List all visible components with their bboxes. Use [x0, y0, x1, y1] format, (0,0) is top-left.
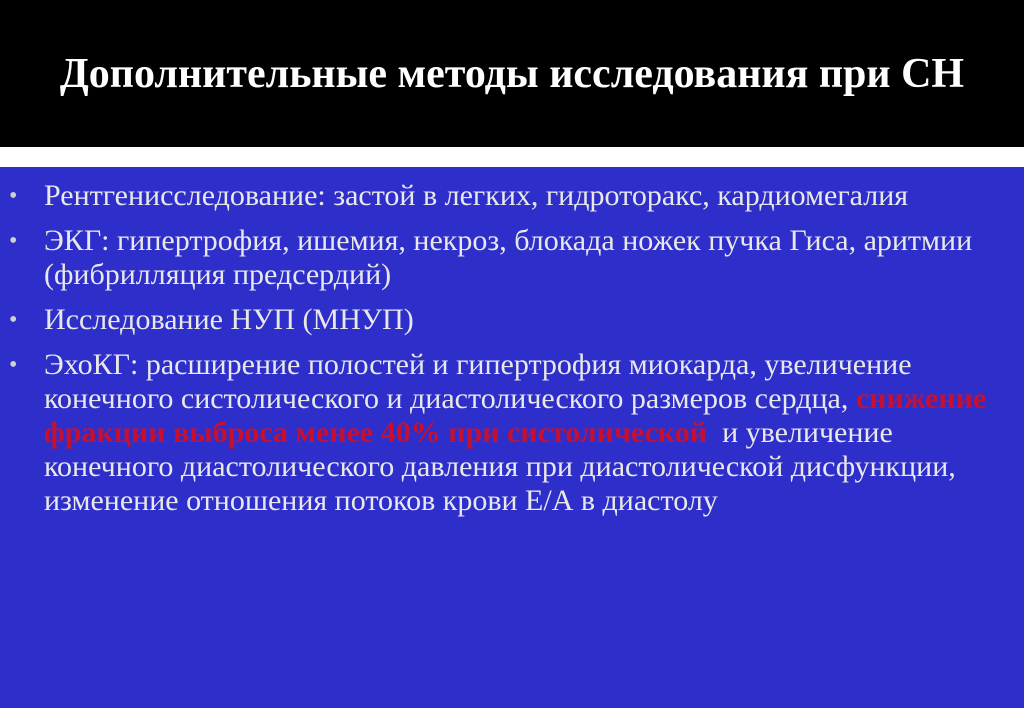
bullet-item-nup: [0, 303, 1024, 337]
bullet-dot-icon: •: [9, 352, 18, 378]
bullet-item-xray: [0, 179, 1024, 213]
bullet-list: [0, 167, 1024, 518]
bullet-highlight-text: снижение фракции выброса менее 40% при систолической: [44, 382, 987, 449]
slide-header: [0, 0, 1024, 147]
bullet-dot-icon: •: [9, 228, 18, 254]
slide-content: [0, 167, 1024, 708]
bullet-text-before: ЭхоКГ: расширение полостей и гипертрофия миокарда, увеличение конечного систолического и диастолического размеров сердца,: [44, 348, 912, 415]
bullet-item-ecg: [0, 224, 1024, 292]
bullet-text: Рентгенисследование: застой в легких, гидроторакс, кардиомегалия: [44, 179, 909, 212]
bullet-text-after: и увеличение конечного диастолического давления при диастолической дисфункции, изменение отношения потоков крови Е/А в диастолу: [44, 416, 964, 517]
bullet-text: ЭКГ: гипертрофия, ишемия, некроз, блокада ножек пучка Гиса, аритмии (фибрилляция предсердий): [44, 224, 973, 291]
bullet-text: Исследование НУП (МНУП): [44, 303, 414, 336]
bullet-dot-icon: •: [9, 183, 18, 209]
bullet-dot-icon: •: [9, 307, 18, 333]
slide-title: Дополнительные методы исследования при СН: [59, 50, 965, 97]
bullet-item-echo: [0, 348, 1024, 518]
